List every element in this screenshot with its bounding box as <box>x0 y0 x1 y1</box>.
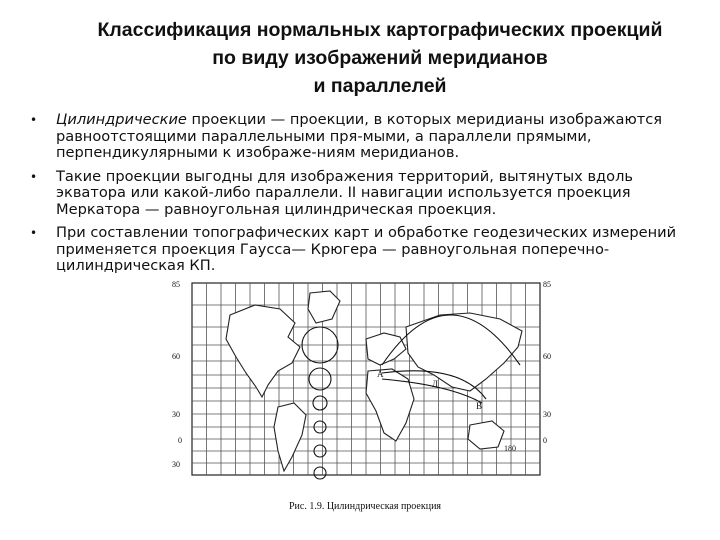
cylindrical-projection-figure <box>170 275 560 520</box>
lat-label-right-85: 85 <box>543 280 551 289</box>
continents <box>226 291 522 471</box>
bullet-line: равноотстоящими параллельными пря-мыми, а параллели прямыми, <box>56 127 592 145</box>
figure-caption: Рис. 1.9. Цилиндрическая проекция <box>288 501 442 512</box>
bullet-line: Такие проекции выгодны для изображения территорий, вытянутых вдоль <box>56 167 634 185</box>
bullet-line: При составлении топографических карт и обработке геодезических измерений <box>56 224 677 241</box>
world-map-illustration <box>170 275 560 520</box>
bullet-item-mercator <box>30 169 700 219</box>
title-line-3: и параллелей <box>313 75 447 97</box>
map-letter-l: Л <box>432 379 439 389</box>
title-line-1: Классификация нормальных картографических проекций <box>97 19 663 41</box>
australia-shape <box>468 421 504 449</box>
bullet-text <box>56 169 700 219</box>
asia-shape <box>406 313 522 391</box>
bullet-text <box>56 112 700 162</box>
bullet-line: экватора или какой-либо параллели. II навигации используется проекция <box>56 184 631 201</box>
lat-label-right-0: 0 <box>543 436 547 445</box>
lat-label-left-0: 0 <box>178 436 182 445</box>
distortion-circles <box>302 327 338 479</box>
bullet-line: цилиндрическая КП. <box>56 257 216 274</box>
latitude-labels-right <box>543 280 551 445</box>
map-letter-a: A <box>377 369 384 379</box>
north-america-shape <box>226 305 300 397</box>
bullet-line: перпендикулярными к изображе-ниям меридианов. <box>56 144 460 161</box>
lat-label-left-85: 85 <box>172 280 180 289</box>
bullet-dot: • <box>30 226 38 240</box>
greenland-shape <box>308 291 340 323</box>
lat-label-right-60: 60 <box>543 352 551 361</box>
bullet-text <box>56 225 700 275</box>
lat-label-left-30: 30 <box>172 410 180 419</box>
map-letter-v: В <box>476 401 483 411</box>
lat-label-right-30: 30 <box>543 410 551 419</box>
lat-label-left-60: 60 <box>172 352 180 361</box>
bullet-line: применяется проекция Гаусса— Крюгера — равноугольная поперечно- <box>56 240 610 258</box>
bullet-dot: • <box>30 113 38 127</box>
bullet-line <box>56 112 700 129</box>
bullet-item-gauss-kruger <box>30 225 700 275</box>
lon-label-180: 180 <box>504 444 516 453</box>
bullet-dot: • <box>30 169 38 184</box>
bullet-list <box>30 112 700 282</box>
latitude-labels-left <box>172 280 182 469</box>
bullet-line: Меркатора — равноугольная цилиндрическая проекция. <box>56 200 497 218</box>
slide-title <box>40 16 720 100</box>
bullet-item-cylindrical <box>30 112 700 162</box>
lat-label-left-s30: 30 <box>172 460 180 469</box>
italic-term: Цилиндрические <box>56 111 187 128</box>
bullet-line-rest: проекции — проекции, в которых меридианы изображаются <box>186 111 663 128</box>
title-line-2: по виду изображений меридианов <box>212 47 548 69</box>
